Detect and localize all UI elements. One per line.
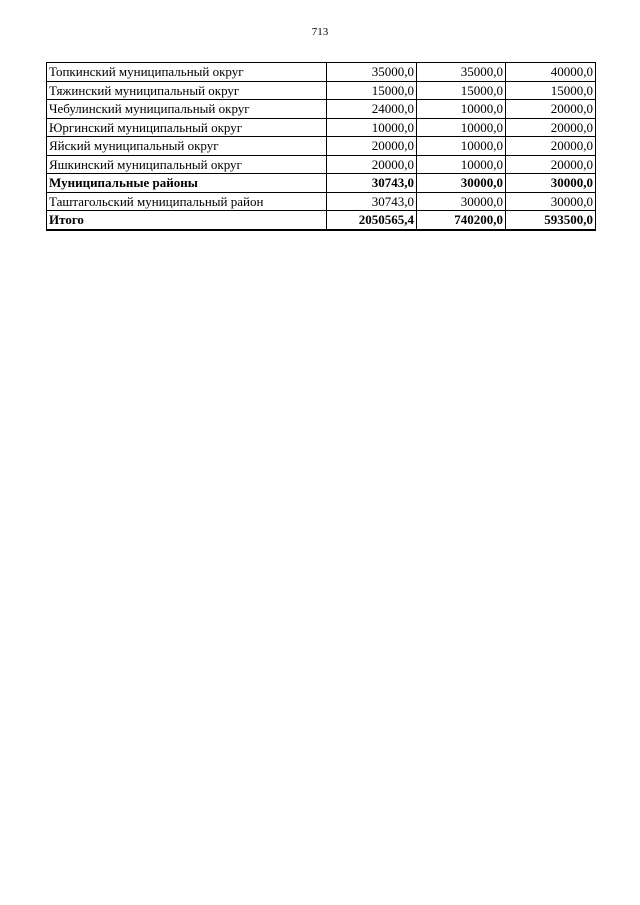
value-cell: 20000,0 xyxy=(506,137,596,156)
value-cell: 10000,0 xyxy=(417,137,506,156)
table-row xyxy=(47,81,596,100)
value-cell: 2050565,4 xyxy=(327,211,417,230)
value-cell: 40000,0 xyxy=(506,63,596,82)
table-row xyxy=(47,100,596,119)
value-cell: 10000,0 xyxy=(417,100,506,119)
budget-table xyxy=(46,62,596,231)
value-cell: 30743,0 xyxy=(327,192,417,211)
row-name-cell: Яшкинский муниципальный округ xyxy=(47,155,327,174)
table-row xyxy=(47,155,596,174)
row-name-cell: Топкинский муниципальный округ xyxy=(47,63,327,82)
row-name-cell: Яйский муниципальный округ xyxy=(47,137,327,156)
value-cell: 10000,0 xyxy=(327,118,417,137)
value-cell: 15000,0 xyxy=(417,81,506,100)
value-cell: 30743,0 xyxy=(327,174,417,193)
row-name-cell: Таштагольский муниципальный район xyxy=(47,192,327,211)
value-cell: 740200,0 xyxy=(417,211,506,230)
value-cell: 30000,0 xyxy=(417,174,506,193)
section-header-row xyxy=(47,174,596,193)
row-name-cell: Итого xyxy=(47,211,327,230)
value-cell: 24000,0 xyxy=(327,100,417,119)
value-cell: 15000,0 xyxy=(506,81,596,100)
value-cell: 20000,0 xyxy=(506,118,596,137)
value-cell: 35000,0 xyxy=(417,63,506,82)
value-cell: 20000,0 xyxy=(506,155,596,174)
row-name-cell: Юргинский муниципальный округ xyxy=(47,118,327,137)
page-number: 713 xyxy=(311,26,329,38)
value-cell: 593500,0 xyxy=(506,211,596,230)
table-row xyxy=(47,137,596,156)
value-cell: 10000,0 xyxy=(417,155,506,174)
value-cell: 30000,0 xyxy=(506,192,596,211)
value-cell: 30000,0 xyxy=(506,174,596,193)
value-cell: 20000,0 xyxy=(327,137,417,156)
row-name-cell: Тяжинский муниципальный округ xyxy=(47,81,327,100)
row-name-cell: Чебулинский муниципальный округ xyxy=(47,100,327,119)
table-row xyxy=(47,63,596,82)
table-row xyxy=(47,118,596,137)
value-cell: 35000,0 xyxy=(327,63,417,82)
value-cell: 10000,0 xyxy=(417,118,506,137)
value-cell: 30000,0 xyxy=(417,192,506,211)
value-cell: 15000,0 xyxy=(327,81,417,100)
row-name-cell: Муниципальные районы xyxy=(47,174,327,193)
table-row xyxy=(47,192,596,211)
total-row xyxy=(47,211,596,230)
value-cell: 20000,0 xyxy=(506,100,596,119)
value-cell: 20000,0 xyxy=(327,155,417,174)
